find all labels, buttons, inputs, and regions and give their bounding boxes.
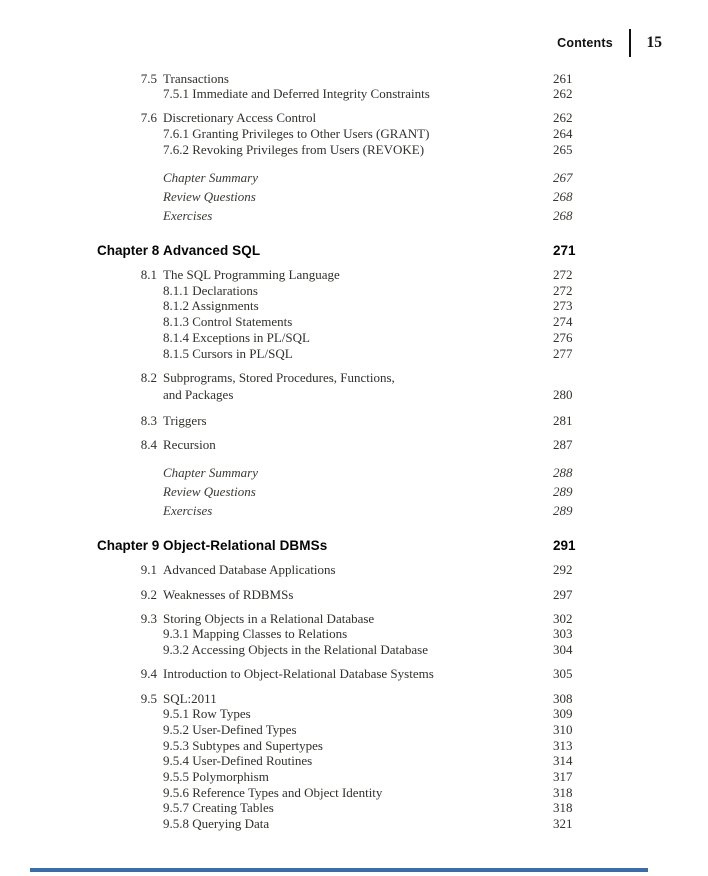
number-column-spacer xyxy=(0,626,163,642)
subsection-title: 9.3.2 Accessing Objects in the Relational Database xyxy=(163,642,428,658)
number-column-spacer xyxy=(0,482,163,501)
chapter-page-number: 291 xyxy=(553,537,576,553)
number-column-spacer xyxy=(0,385,163,404)
subsection-title: 8.1.1 Declarations xyxy=(163,282,258,298)
page-number: 15 xyxy=(646,34,662,51)
footer-accent-bar xyxy=(30,868,648,872)
number-column-spacer xyxy=(0,346,163,362)
subsection-page-number: 277 xyxy=(553,345,573,361)
number-column-spacer xyxy=(0,330,163,346)
number-column-spacer xyxy=(0,753,163,769)
toc-section-row xyxy=(0,267,708,283)
subsection-page-number: 265 xyxy=(553,141,573,157)
section-page-number xyxy=(553,370,708,386)
toc-subsection-row xyxy=(0,86,708,102)
number-column-spacer xyxy=(0,126,163,142)
number-column-spacer xyxy=(0,283,163,299)
toc-backmatter-row xyxy=(0,168,708,187)
section-title: Storing Objects in a Relational Database xyxy=(163,610,375,626)
header-divider xyxy=(629,29,631,57)
section-page-number: 261 xyxy=(553,70,573,86)
subsection-page-number: 303 xyxy=(553,626,573,642)
toc-subsection-row xyxy=(0,298,708,314)
section-title: Introduction to Object-Relational Database Systems xyxy=(163,666,434,682)
toc-chapter-row xyxy=(0,242,708,259)
subsection-page-number: 317 xyxy=(553,769,573,785)
section-number: 8.2 xyxy=(140,369,157,385)
section-page-number: 305 xyxy=(553,666,573,682)
number-column-spacer xyxy=(0,816,163,832)
backmatter-title: Exercises xyxy=(163,502,213,518)
toc-section-row xyxy=(0,413,708,429)
toc-backmatter-row xyxy=(0,482,708,501)
section-number: 7.6 xyxy=(140,110,157,126)
subsection-title: 8.1.5 Cursors in PL/SQL xyxy=(163,345,293,361)
backmatter-title: Chapter Summary xyxy=(163,169,258,185)
subsection-title: 9.5.4 User-Defined Routines xyxy=(163,753,313,769)
toc-subsection-row xyxy=(0,283,708,299)
toc-subsection-row xyxy=(0,753,708,769)
backmatter-title: Review Questions xyxy=(163,483,256,499)
subsection-page-number: 321 xyxy=(553,816,573,832)
number-column-spacer xyxy=(0,206,163,225)
number-column-spacer xyxy=(0,314,163,330)
table-of-contents xyxy=(0,62,708,832)
number-column-spacer xyxy=(0,722,163,738)
subsection-title: 8.1.4 Exceptions in PL/SQL xyxy=(163,329,310,345)
page-header xyxy=(557,28,662,58)
section-page-number: 262 xyxy=(553,110,573,126)
section-title: Discretionary Access Control xyxy=(163,110,317,126)
toc-subsection-row xyxy=(0,816,708,832)
toc-subsection-row xyxy=(0,330,708,346)
subsection-title: 9.5.7 Creating Tables xyxy=(163,800,274,816)
toc-section-row xyxy=(0,71,708,87)
toc-subsection-row xyxy=(0,722,708,738)
number-column-spacer xyxy=(0,501,163,520)
section-title: Transactions xyxy=(163,70,229,86)
number-column-spacer xyxy=(0,706,163,722)
subsection-title: 9.5.6 Reference Types and Object Identity xyxy=(163,784,383,800)
toc-subsection-row xyxy=(0,738,708,754)
number-column-spacer xyxy=(0,785,163,801)
section-number: 9.3 xyxy=(140,610,157,626)
number-column-spacer xyxy=(0,738,163,754)
subsection-title: 9.5.5 Polymorphism xyxy=(163,769,269,785)
section-title: Subprograms, Stored Procedures, Functions, xyxy=(163,369,395,385)
chapter-label: Chapter 8 xyxy=(97,242,160,258)
subsection-page-number: 309 xyxy=(553,706,573,722)
number-column-spacer xyxy=(0,769,163,785)
toc-subsection-row xyxy=(0,126,708,142)
backmatter-page-number: 289 xyxy=(553,483,573,499)
toc-section-row xyxy=(0,562,708,578)
number-column-spacer xyxy=(0,642,163,658)
subsection-page-number: 313 xyxy=(553,737,573,753)
toc-subsection-row xyxy=(0,346,708,362)
backmatter-title: Chapter Summary xyxy=(163,464,258,480)
section-number: 9.1 xyxy=(140,562,157,578)
toc-subsection-row xyxy=(0,800,708,816)
toc-section-continuation-row xyxy=(0,385,708,404)
number-column-spacer xyxy=(0,298,163,314)
toc-section-row xyxy=(0,110,708,126)
subsection-title: 9.5.2 User-Defined Types xyxy=(163,721,297,737)
subsection-title: 9.3.1 Mapping Classes to Relations xyxy=(163,626,348,642)
subsection-page-number: 318 xyxy=(553,784,573,800)
toc-subsection-row xyxy=(0,706,708,722)
subsection-title: 9.5.3 Subtypes and Supertypes xyxy=(163,737,323,753)
section-number: 8.3 xyxy=(140,412,157,428)
section-page-number: 308 xyxy=(553,690,573,706)
subsection-page-number: 314 xyxy=(553,753,573,769)
section-title-continued: and Packages xyxy=(163,387,234,403)
toc-subsection-row xyxy=(0,314,708,330)
subsection-page-number: 276 xyxy=(553,329,573,345)
toc-subsection-row xyxy=(0,142,708,158)
subsection-page-number: 274 xyxy=(553,314,573,330)
number-column-spacer xyxy=(0,187,163,206)
subsection-title: 9.5.1 Row Types xyxy=(163,706,251,722)
section-title: Triggers xyxy=(163,412,207,428)
subsection-page-number: 310 xyxy=(553,721,573,737)
toc-backmatter-row xyxy=(0,187,708,206)
toc-section-row xyxy=(0,691,708,707)
section-title: Recursion xyxy=(163,437,216,453)
backmatter-page-number: 268 xyxy=(553,188,573,204)
subsection-title: 8.1.3 Control Statements xyxy=(163,314,293,330)
toc-section-row xyxy=(0,587,708,603)
toc-section-row xyxy=(0,437,708,453)
section-title: SQL:2011 xyxy=(163,690,217,706)
subsection-page-number: 262 xyxy=(553,86,573,102)
section-page-number: 287 xyxy=(553,437,573,453)
section-page-number: 280 xyxy=(553,387,573,403)
section-page-number: 272 xyxy=(553,267,573,283)
number-column-spacer xyxy=(0,168,163,187)
toc-backmatter-row xyxy=(0,463,708,482)
subsection-title: 9.5.8 Querying Data xyxy=(163,816,270,832)
backmatter-page-number: 267 xyxy=(553,169,573,185)
backmatter-page-number: 288 xyxy=(553,464,573,480)
subsection-page-number: 304 xyxy=(553,642,573,658)
backmatter-title: Review Questions xyxy=(163,188,256,204)
chapter-title: Object-Relational DBMSs xyxy=(163,537,328,553)
section-number: 8.1 xyxy=(140,267,157,283)
section-page-number: 292 xyxy=(553,562,573,578)
section-title: Weaknesses of RDBMSs xyxy=(163,586,294,602)
subsection-page-number: 272 xyxy=(553,282,573,298)
number-column-spacer xyxy=(0,86,163,102)
section-title: The SQL Programming Language xyxy=(163,267,340,283)
section-number: 9.5 xyxy=(140,690,157,706)
toc-backmatter-row xyxy=(0,206,708,225)
toc-section-row xyxy=(0,611,708,627)
section-page-number: 281 xyxy=(553,412,573,428)
subsection-page-number: 273 xyxy=(553,298,573,314)
toc-subsection-row xyxy=(0,769,708,785)
subsection-title: 7.5.1 Immediate and Deferred Integrity Constraints xyxy=(163,86,430,102)
toc-backmatter-row xyxy=(0,501,708,520)
subsection-title: 7.6.2 Revoking Privileges from Users (REVOKE) xyxy=(163,141,425,157)
number-column-spacer xyxy=(0,800,163,816)
toc-subsection-row xyxy=(0,785,708,801)
chapter-label: Chapter 9 xyxy=(97,537,160,553)
chapter-page-number: 271 xyxy=(553,242,576,258)
contents-header-label: Contents xyxy=(557,36,613,50)
section-number: 9.4 xyxy=(140,666,157,682)
backmatter-title: Exercises xyxy=(163,207,213,223)
section-page-number: 302 xyxy=(553,610,573,626)
backmatter-page-number: 289 xyxy=(553,502,573,518)
subsection-title: 7.6.1 Granting Privileges to Other Users (GRANT) xyxy=(163,126,430,142)
subsection-page-number: 264 xyxy=(553,126,573,142)
section-number: 7.5 xyxy=(140,70,157,86)
subsection-title: 8.1.2 Assignments xyxy=(163,298,259,314)
section-number: 8.4 xyxy=(140,437,157,453)
toc-chapter-row xyxy=(0,537,708,554)
number-column-spacer xyxy=(0,463,163,482)
toc-section-row xyxy=(0,666,708,682)
toc-section-row xyxy=(0,370,708,386)
section-page-number: 297 xyxy=(553,586,573,602)
section-number: 9.2 xyxy=(140,586,157,602)
toc-subsection-row xyxy=(0,642,708,658)
subsection-page-number: 318 xyxy=(553,800,573,816)
number-column-spacer xyxy=(0,142,163,158)
toc-subsection-row xyxy=(0,626,708,642)
chapter-title: Advanced SQL xyxy=(163,242,261,258)
section-title: Advanced Database Applications xyxy=(163,562,336,578)
backmatter-page-number: 268 xyxy=(553,207,573,223)
